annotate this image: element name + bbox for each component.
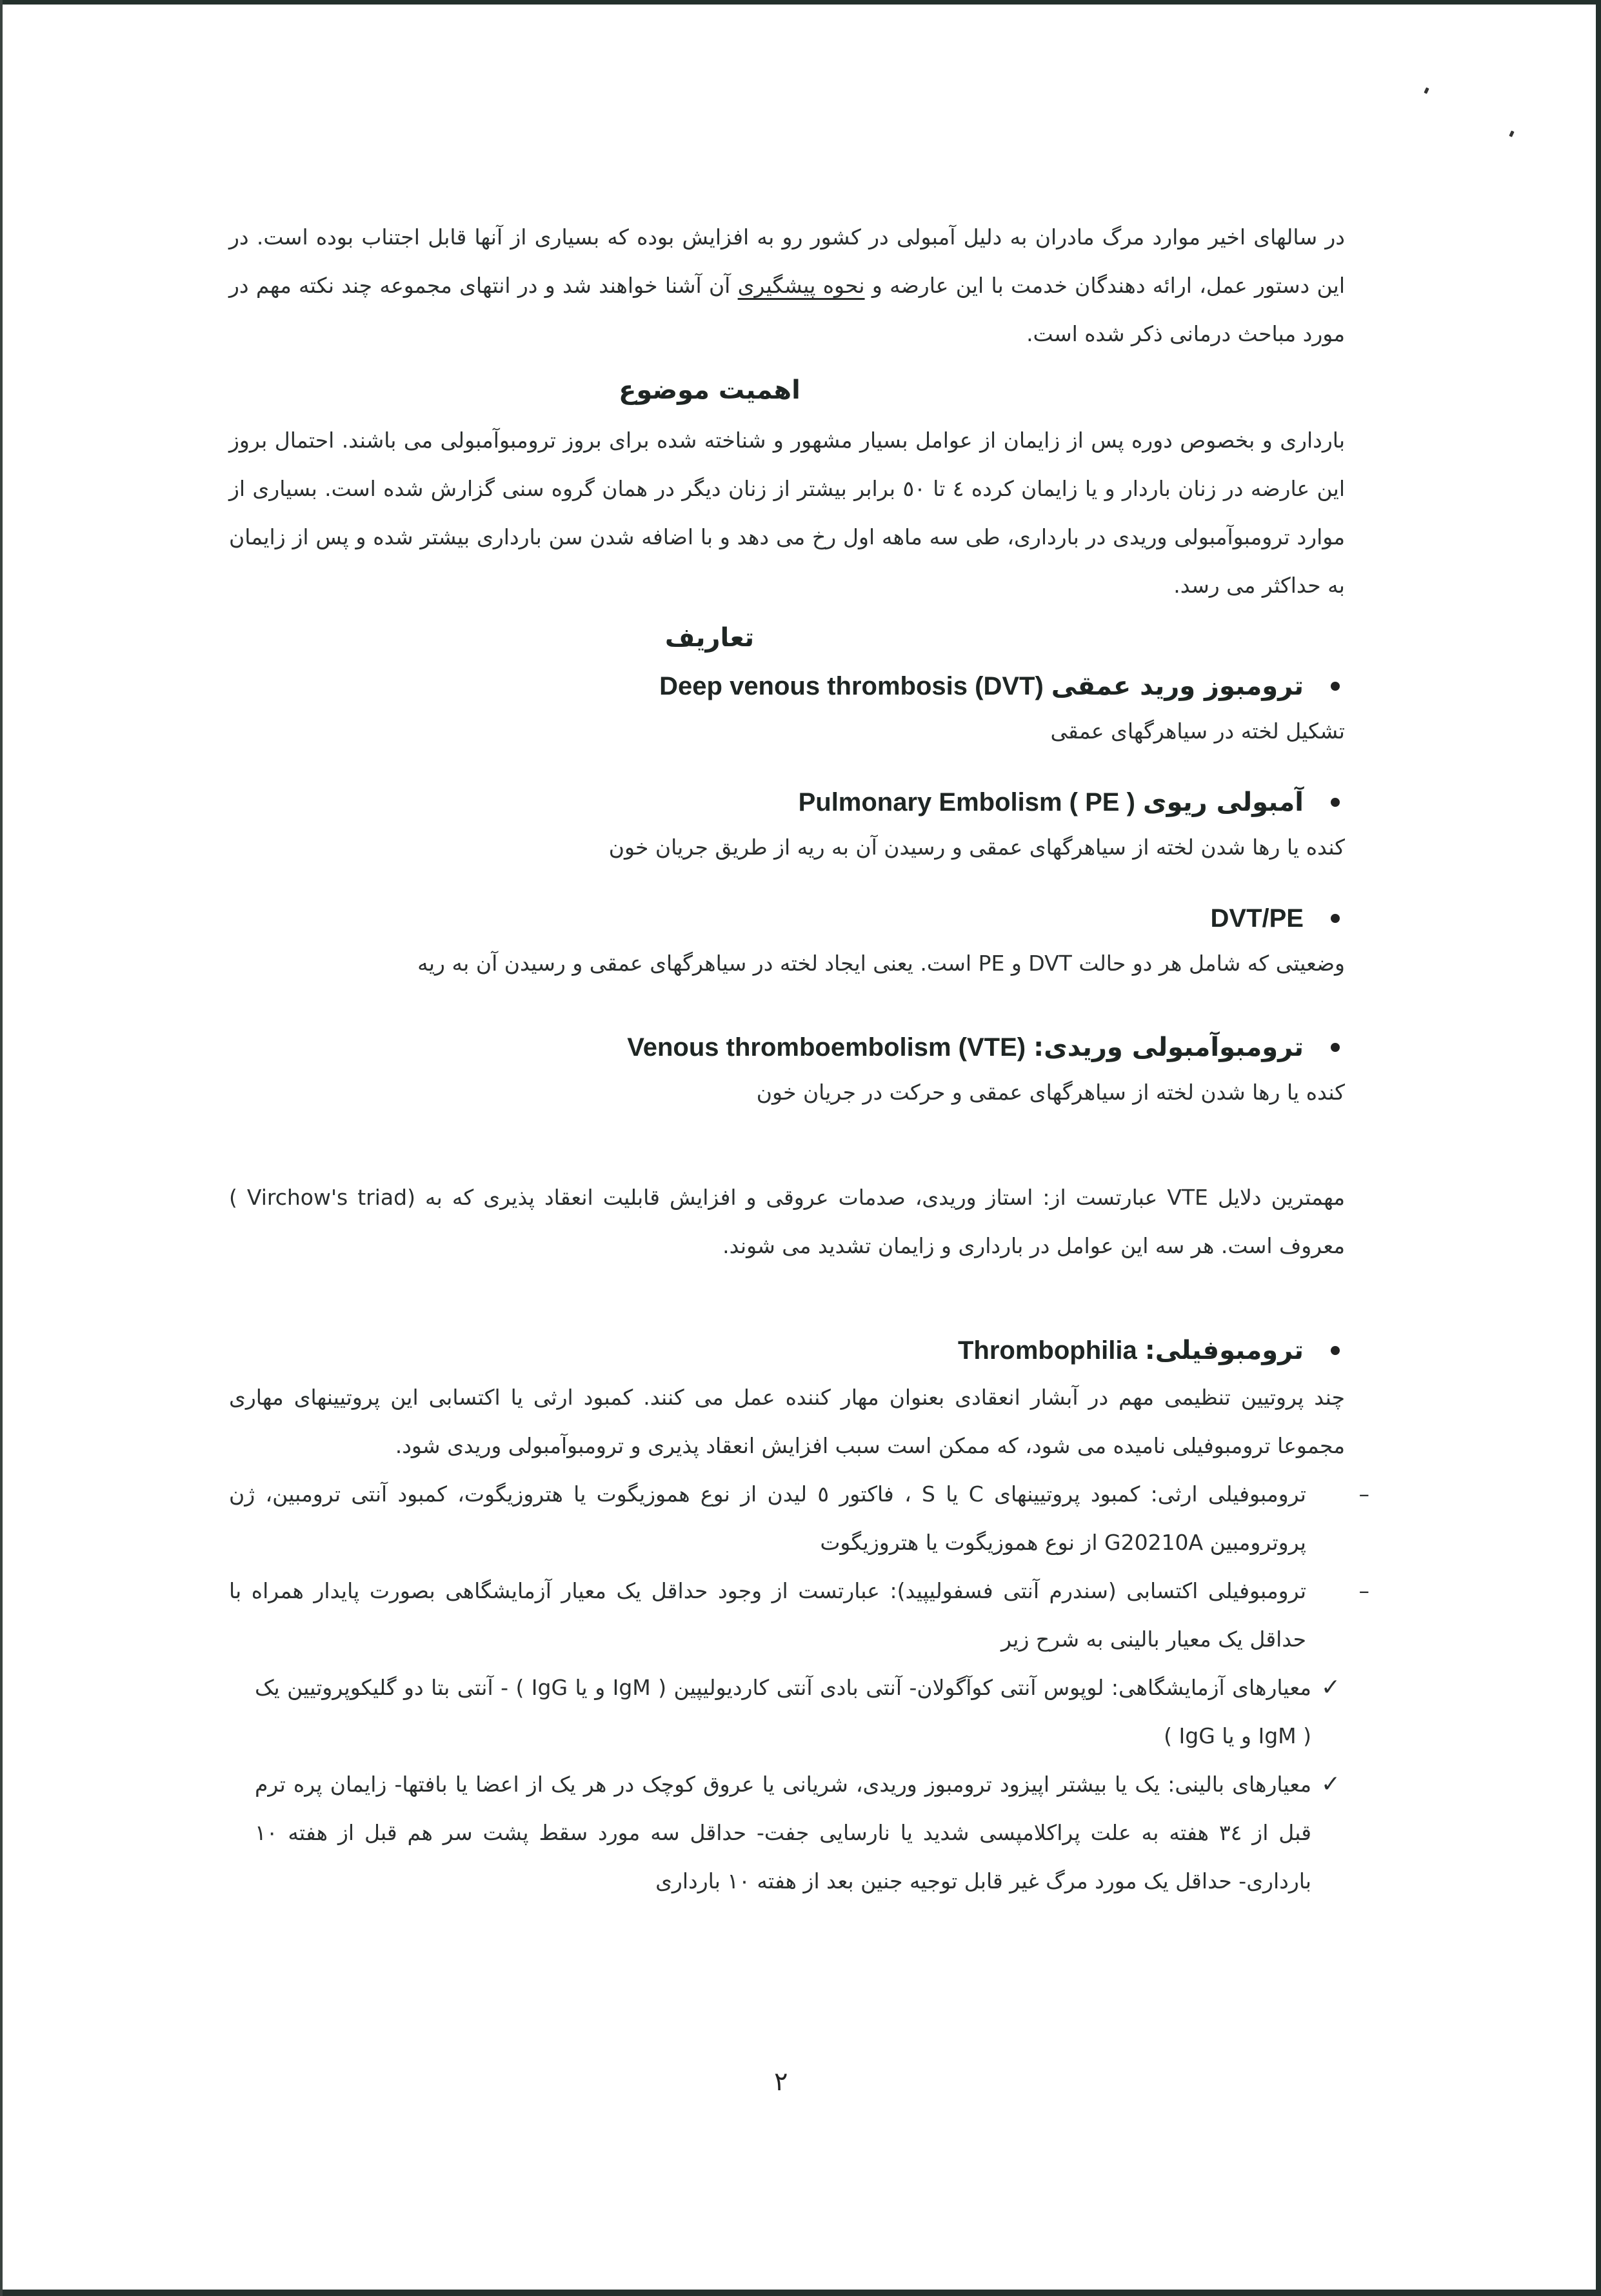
intro-underlined-text: نحوه پیشگیری <box>737 273 865 298</box>
definition-term <box>229 896 1345 941</box>
bullet-icon <box>1331 1346 1340 1355</box>
importance-paragraph: بارداری و بخصوص دوره پس از زایمان از عوامل بسیار مشهور و شناخته شده برای بروز ترومبوآمبولی می باشند. احتمال بروز این عارضه در زنان باردار و یا زایمان کرده ٤ تا ٥٠ برابر بیشتر از زنان دیگر در همان گروه سنی گزارش شده است. بسیاری از موارد ترومبوآمبولی وریدی در بارداری، طی سه ماهه اول رخ می دهد و با اضافه شدن سن بارداری بیشتر شده و پس از زایمان به حداکثر می رسد. <box>229 428 1346 598</box>
scan-border-top <box>0 0 1601 5</box>
criteria-text: معیارهای آزمایشگاهی: لوپوس آنتی کوآگولان- آنتی بادی آنتی کاردیولیپین ( IgM و یا IgG ) - آنتی بتا دو گلیکوپروتیین یک ( IgM و یا IgG ) <box>255 1675 1311 1748</box>
thrombophilia-term <box>229 1328 1345 1373</box>
intro-text-1: در سالهای اخیر موارد مرگ مادران به دلیل آمبولی در کشور رو به افزایش بوده که بسیاری از آنها قابل اجتناب بوده است. در این دستور عمل، ارائه دهندگان خدمت با این عارضه و <box>229 224 1345 298</box>
term-en: DVT/PE <box>1210 904 1304 933</box>
criteria-text: معیارهای بالینی: یک یا بیشتر اپیزود ترومبوز وریدی، شریانی یا عروق کوچک در هر یک از اعضا یا بافتها- زایمان پره ترم قبل از ٣٤ هفته به علت پراکلامپسی شدید یا نارسایی جفت- حداقل سه مورد سقط پشت سر هم قبل از هفته ١٠ بارداری- حداقل یک مورد مرگ غیر قابل توجیه جنین بعد از هفته ١٠ بارداری <box>255 1772 1312 1894</box>
scan-speck <box>1509 130 1514 137</box>
importance-heading: اهمیت موضوع <box>619 375 800 405</box>
definitions-heading: تعاریف <box>664 623 755 653</box>
dash-icon: – <box>1358 1578 1369 1603</box>
scan-border-right <box>1596 0 1601 2296</box>
causes-virchow: ( Virchow's triad) <box>229 1185 415 1210</box>
scan-border-bottom <box>0 2290 1601 2296</box>
definition-dvt <box>229 664 1345 754</box>
checkmark-icon: ✓ <box>1320 1674 1341 1701</box>
intro-paragraph <box>229 213 1345 358</box>
criteria-laboratory <box>229 1663 1345 1760</box>
definition-description: کنده یا رها شدن لخته از سیاهرگهای عمقی و حرکت در جریان خون <box>756 1080 1345 1105</box>
bullet-icon <box>1331 682 1340 691</box>
document-page <box>229 213 1369 1905</box>
thrombophilia-type-text: ترومبوفیلی ارثی: کمبود پروتیینهای C یا S ، فاکتور ٥ لیدن از نوع هموزیگوت یا هتروزیگوت، کمبود آنتی ترومبین، ژن پروترومبین G20210A از نوع هموزیگوت یا هتروزیگوت <box>229 1481 1306 1555</box>
definition-description: کنده یا رها شدن لخته از سیاهرگهای عمقی و رسیدن آن به ریه از طریق جریان خون <box>608 835 1345 860</box>
definition-description: تشکیل لخته در سیاهرگهای عمقی <box>1050 718 1345 744</box>
thrombophilia-section <box>229 1328 1369 1905</box>
criteria-clinical <box>229 1760 1345 1905</box>
thrombophilia-type-acquired <box>229 1567 1369 1663</box>
causes-text-2: معروف است. هر سه این عوامل در بارداری و زایمان تشدید می شوند. <box>722 1233 1345 1258</box>
causes-paragraph <box>229 1173 1345 1270</box>
term-fa: ترومبوآمبولی وریدی: <box>1033 1033 1304 1062</box>
term-en: Thrombophilia <box>957 1336 1137 1365</box>
definition-term <box>229 664 1345 709</box>
checkmark-icon: ✓ <box>1320 1771 1341 1797</box>
bullet-icon <box>1331 914 1340 923</box>
term-fa: آمبولی ریوی <box>1142 787 1304 817</box>
term-en: Deep venous thrombosis (DVT) <box>659 672 1044 700</box>
dash-icon: – <box>1358 1481 1369 1507</box>
definition-dvt-pe <box>229 896 1345 986</box>
term-fa: ترومبوز ورید عمقی <box>1051 671 1304 701</box>
definition-term <box>229 780 1345 825</box>
thrombophilia-type-inherited <box>229 1470 1369 1567</box>
intro-text-2: آن آشنا خواهند شد و در انتهای مجموعه چند نکته مهم در مورد مباحث درمانی ذکر شده است. <box>229 273 1345 346</box>
term-en: Pulmonary Embolism ( PE ) <box>798 788 1135 816</box>
causes-text-1: مهمترین دلایل VTE عبارتست از: استاز وریدی، صدمات عروقی و افزایش قابلیت انعقاد پذیری که به <box>415 1185 1346 1210</box>
definition-term <box>229 1025 1345 1070</box>
definition-description: وضعیتی که شامل هر دو حالت DVT و PE است. یعنی ایجاد لخته در سیاهرگهای عمقی و رسیدن آن به ریه <box>417 951 1345 976</box>
page-number: ٢ <box>774 2067 788 2097</box>
bullet-icon <box>1331 1043 1340 1052</box>
bullet-icon <box>1331 798 1340 807</box>
thrombophilia-intro: چند پروتیین تنظیمی مهم در آبشار انعقادی بعنوان مهار کننده عمل می کنند. کمبود ارثی یا اکتسابی این پروتیینهای مهاری مجموعا ترومبوفیلی نامیده می شود، که ممکن است سبب افزایش انعقاد پذیری و ترومبوآمبولی وریدی شود. <box>229 1385 1345 1458</box>
definition-vte <box>229 1025 1345 1115</box>
term-en: Venous thromboembolism (VTE) <box>627 1033 1026 1062</box>
definition-pe <box>229 780 1345 870</box>
thrombophilia-type-text: ترومبوفیلی اکتسابی (سندرم آنتی فسفولیپید): عبارتست از وجود حداقل یک معیار آزمایشگاهی بصورت پایدار همراه با حداقل یک معیار بالینی به شرح زیر <box>229 1578 1306 1652</box>
term-fa: ترومبوفیلی: <box>1144 1336 1304 1365</box>
scan-speck <box>1424 87 1429 94</box>
scan-border-left <box>0 0 3 2296</box>
